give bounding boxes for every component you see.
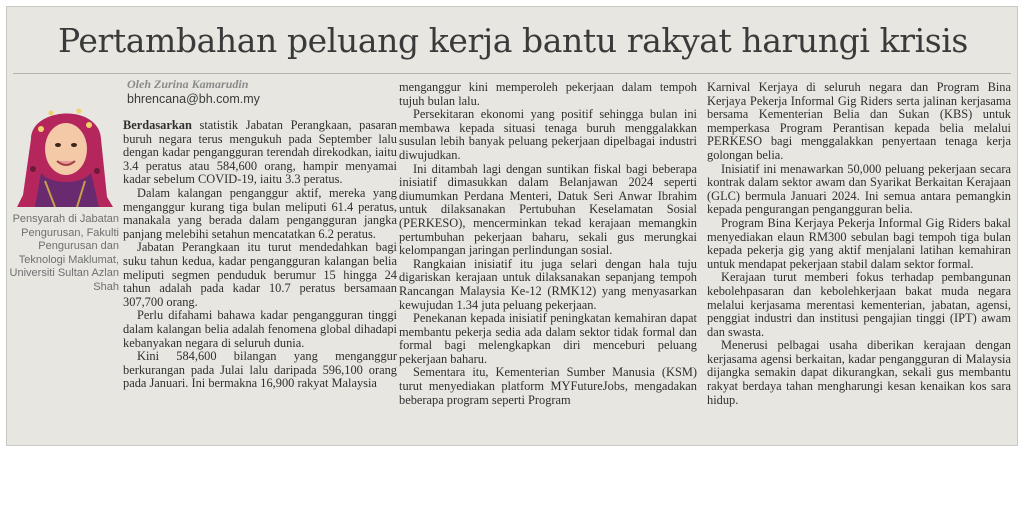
byline-author: Oleh Zurina Kamarudin xyxy=(127,77,249,91)
paragraph: Penekanan kepada inisiatif peningkatan kemahiran dapat membantu pekerja sedia ada dalam sektor tidak formal dan formal bagi melengkapkan diri menceburi peluang pekerjaan baharu. xyxy=(399,311,697,366)
paragraph: Inisiatif ini menawarkan 50,000 peluang pekerjaan secara kontrak dalam sektor awam dan Syarikat Berkaitan Kerajaan (GLC) bermula Januari 2024. Ini semua antara pemangkin kepada pengurangan pengangguran belia. xyxy=(707,161,1011,217)
author-portrait-image xyxy=(11,89,119,207)
paragraph: Menerusi pelbagai usaha diberikan kerajaan dengan kerjasama agensi berkaitan, kadar pengangguran di Malaysia dijangka semakin dapat dikurangkan, sekali gus membantu rakyat berdaya tahan mengharungi kesan kenaikan kos sara hidup. xyxy=(707,338,1011,407)
paragraph: Ini ditambah lagi dengan suntikan fiskal bagi beberapa inisiatif dimasukkan dalam Belanjawan 2024 seperti diumumkan Perdana Menteri, Datuk Seri Anwar Ibrahim untuk dilaksanakan Pertubuhan Keselamatan Sosial (PERKESO), mencerminkan tekad kerajaan memangkin pertumbuhan pekerjaan baharu, sekali gus merungkai kelompangan jaringan perlindungan sosial. xyxy=(399,161,697,258)
paragraph: Perlu difahami bahawa kadar pengangguran tinggi dalam kalangan belia adalah fenomena global dihadapi kebanyakan negara di seluruh dunia. xyxy=(123,308,397,350)
paragraph: Dalam kalangan penganggur aktif, mereka yang menganggur kurang tiga bulan meliputi 61.4 peratus, manakala yang berada dalam pengangguran jangka panjang melebihi setahun mencatatkan 6.2 peratus. xyxy=(123,185,397,241)
paragraph: Karnival Kerjaya di seluruh negara dan Program Bina Kerjaya Pekerja Informal Gig Riders serta jalinan kerjasama bersama Kementerian Belia dan Sukan (KBS) untuk memperkasa Program Perantisan kepada belia melalui PERKESO bagi menggalakkan penyertaan tenaga kerja golongan belia. xyxy=(707,80,1011,162)
paragraph: Jabatan Perangkaan itu turut mendedahkan bagi suku tahun kedua, kadar pengangguran kalangan belia meliputi segmen penduduk berumur 15 hingga 24 tahun adalah pada kadar 10.7 peratus bersamaan 307,700 orang. xyxy=(123,240,397,309)
paragraph: Sementara itu, Kementerian Sumber Manusia (KSM) turut menyediakan platform MYFutureJobs, mengadakan beberapa program seperti Program xyxy=(399,365,697,407)
paragraph: Program Bina Kerjaya Pekerja Informal Gig Riders bakal menyediakan elaun RM300 sebulan bagi tempoh tiga bulan kepada pekerja gig yang aktif menjalani latihan kemahiran untuk mendapat pekerjaan stabil dalam sektor formal. xyxy=(707,215,1011,271)
paragraph: Kerajaan turut memberi fokus terhadap pembangunan kebolehpasaran dan kebolehkerjaan bakat muda negara melalui kerjasama merentasi kementerian, jabatan, agensi, penggiat industri dan institusi pengajian tinggi (IPT) awam dan swasta. xyxy=(707,270,1011,339)
article-column-2 xyxy=(399,81,697,407)
headline-divider xyxy=(13,73,1011,74)
paragraph-text: statistik Jabatan Perangkaan, pasaran buruh negara terus mengukuh pada September lalu dengan kadar pengangguran terendah direkodkan, iaitu 3.4 peratus atau 584,600 orang, hampir menyamai kadar sebelum COVID-19, iaitu 3.3 peratus. xyxy=(123,118,397,187)
paragraph: menganggur kini memperoleh pekerjaan dalam tempoh tujuh bulan lalu. xyxy=(399,80,697,108)
article-column-3 xyxy=(707,81,1011,407)
lead-word: Berdasarkan xyxy=(123,118,192,132)
paragraph: Kini 584,600 bilangan yang menganggur berkurangan pada Julai lalu daripada 596,100 orang pada Januari. Ini bermakna 16,900 rakyat Malaysia xyxy=(123,349,397,391)
newspaper-clipping xyxy=(6,6,1018,446)
headline: Pertambahan peluang kerja bantu rakyat harungi krisis xyxy=(58,21,968,60)
paragraph: Persekitaran ekonomi yang positif sehingga bulan ini membawa kepada situasi tenaga buruh menggalakkan susulan lebih banyak peluang pekerjaan dipelbagai industri diwujudkan. xyxy=(399,107,697,162)
author-photo xyxy=(11,89,119,207)
author-caption: Pensyarah di Jabatan Pengurusan, Fakulti Pengurusan dan Teknologi Maklumat, Universiti Sultan Azlan Shah xyxy=(9,213,119,293)
article-column-1 xyxy=(123,119,397,391)
paragraph: Rangkaian inisiatif itu juga selari dengan hala tuju digariskan kerajaan untuk dilaksanakan sepanjang tempoh Rancangan Malaysia Ke-12 (RMK12) yang menyasarkan kewujudan 1.34 juta peluang pekerjaan. xyxy=(399,256,697,312)
paragraph xyxy=(123,119,397,187)
byline-email: bhrencana@bh.com.my xyxy=(127,92,260,106)
